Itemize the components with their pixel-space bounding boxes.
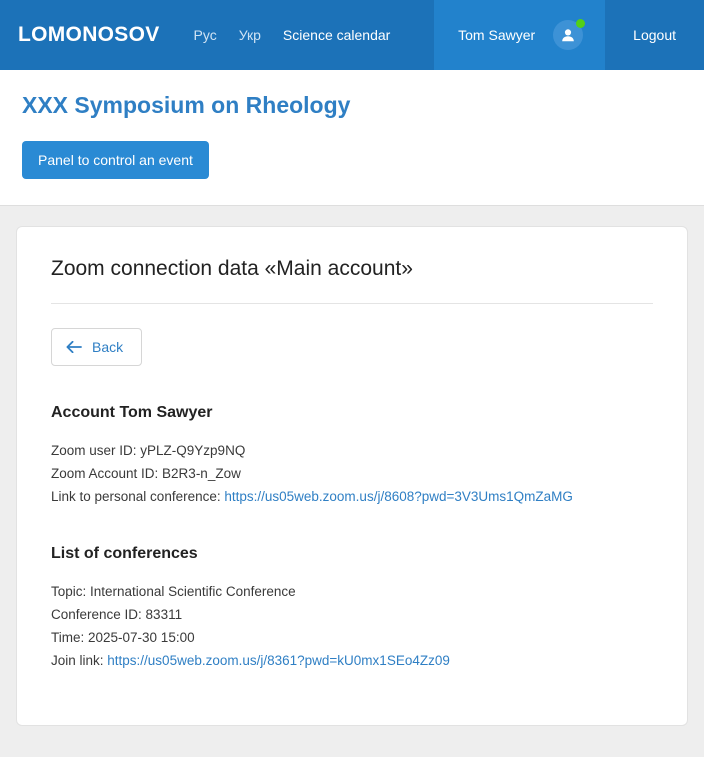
conference-time-label: Time:	[51, 630, 88, 645]
conference-join-link[interactable]: https://us05web.zoom.us/j/8361?pwd=kU0mx1SEo4Zz09	[107, 653, 450, 668]
user-name-label: Tom Sawyer	[458, 27, 536, 43]
back-button[interactable]	[51, 328, 142, 366]
zoom-user-id-value: yPLZ-Q9Yzp9NQ	[140, 443, 246, 458]
conference-join-link-row	[51, 650, 653, 671]
conference-time-value: 2025-07-30 15:00	[88, 630, 195, 645]
conference-topic-label: Topic:	[51, 584, 91, 599]
nav-link-science-calendar[interactable]: Science calendar	[282, 27, 391, 43]
panel-control-event-button[interactable]: Panel to control an event	[22, 141, 209, 179]
conference-id-row	[51, 604, 653, 625]
avatar[interactable]	[553, 20, 583, 50]
conference-topic-value: International Scientific Conference	[90, 584, 296, 599]
navbar-left-group	[0, 0, 434, 70]
conference-topic-row	[51, 581, 653, 602]
conferences-section-heading: List of conferences	[51, 545, 198, 562]
logout-link[interactable]: Logout	[633, 27, 676, 43]
personal-conference-link-row	[51, 486, 653, 507]
arrow-left-icon	[66, 341, 82, 353]
card-divider	[51, 303, 653, 304]
back-button-label: Back	[92, 339, 124, 355]
brand-logo[interactable]: LOMONOSOV	[18, 23, 160, 46]
conference-id-value: 83311	[145, 607, 183, 622]
zoom-account-id-row	[51, 463, 653, 484]
conference-join-label: Join link:	[51, 653, 108, 668]
zoom-account-id-value: B2R3-n_Zow	[162, 466, 241, 481]
personal-conference-label: Link to personal conference:	[51, 489, 225, 504]
logout-container[interactable]	[605, 0, 704, 70]
zoom-connection-card	[16, 226, 688, 726]
page-header	[0, 70, 704, 206]
page-title: XXX Symposium on Rheology	[22, 92, 351, 118]
conference-time-row	[51, 627, 653, 648]
top-navbar	[0, 0, 704, 70]
nav-link-ru[interactable]: Рус	[193, 27, 217, 43]
presence-dot-icon	[576, 19, 585, 28]
zoom-account-id-label: Zoom Account ID:	[51, 466, 163, 481]
zoom-user-id-label: Zoom user ID:	[51, 443, 141, 458]
content-area	[0, 206, 704, 746]
account-section-heading: Account Tom Sawyer	[51, 404, 213, 421]
personal-conference-link[interactable]: https://us05web.zoom.us/j/8608?pwd=3V3Ums1QmZaMG	[224, 489, 573, 504]
zoom-user-id-row	[51, 440, 653, 461]
nav-link-uk[interactable]: Укр	[238, 27, 261, 43]
conference-id-label: Conference ID:	[51, 607, 146, 622]
card-title: Zoom connection data «Main account»	[51, 257, 413, 280]
user-menu[interactable]	[434, 0, 605, 70]
